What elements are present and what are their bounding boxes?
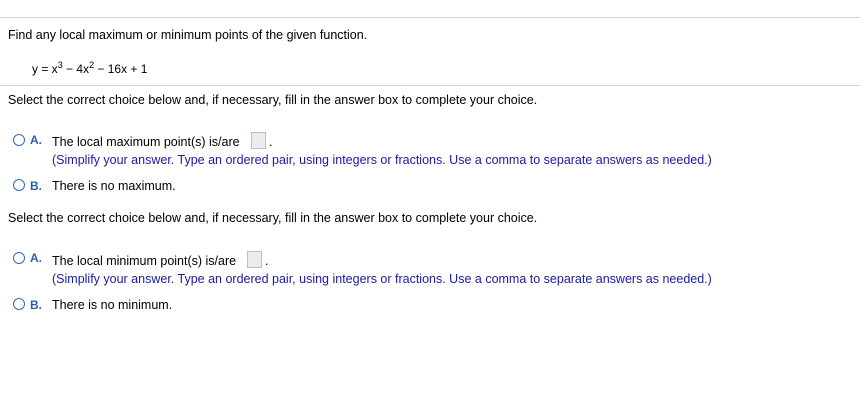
question-prompt: Find any local maximum or minimum points of the given function. xyxy=(8,28,368,42)
part2-option-a-hint: (Simplify your answer. Type an ordered pair, using integers or fractions. Use a comma to separate answers as needed.) xyxy=(52,272,712,286)
top-divider xyxy=(0,17,860,18)
equation-lhs: y = x xyxy=(32,62,58,76)
part1-instruction: Select the correct choice below and, if necessary, fill in the answer box to complete your choice. xyxy=(8,93,538,107)
part1-option-a-period: . xyxy=(269,135,273,149)
function-equation xyxy=(32,62,147,76)
part1-option-a-hint: (Simplify your answer. Type an ordered pair, using integers or fractions. Use a comma to separate answers as needed.) xyxy=(52,153,712,167)
part2-option-a-radio[interactable] xyxy=(13,252,25,264)
part1-option-a-radio[interactable] xyxy=(13,134,25,146)
part2-option-a-period: . xyxy=(265,254,269,268)
part2-option-b-radio[interactable] xyxy=(13,298,25,310)
equation-exp1: 3 xyxy=(57,60,63,70)
middle-divider xyxy=(0,85,860,86)
equation-mid: − 4x xyxy=(62,62,90,76)
part1-option-a-text: The local maximum point(s) is/are xyxy=(52,135,240,149)
part2-option-b-letter: B. xyxy=(30,298,42,312)
part1-option-b-radio[interactable] xyxy=(13,179,25,191)
equation-rest: − 16x + 1 xyxy=(94,62,148,76)
local-minimum-answer-box[interactable] xyxy=(247,251,262,268)
equation-exp2: 2 xyxy=(89,60,95,70)
part2-option-b-text: There is no minimum. xyxy=(52,298,173,312)
local-maximum-answer-box[interactable] xyxy=(251,132,266,149)
part1-option-b-letter: B. xyxy=(30,179,42,193)
part2-option-a-text: The local minimum point(s) is/are xyxy=(52,254,237,268)
part1-option-b-text: There is no maximum. xyxy=(52,179,176,193)
part1-option-a-letter: A. xyxy=(30,133,42,147)
part2-option-a-letter: A. xyxy=(30,251,42,265)
part2-instruction: Select the correct choice below and, if necessary, fill in the answer box to complete your choice. xyxy=(8,211,538,225)
